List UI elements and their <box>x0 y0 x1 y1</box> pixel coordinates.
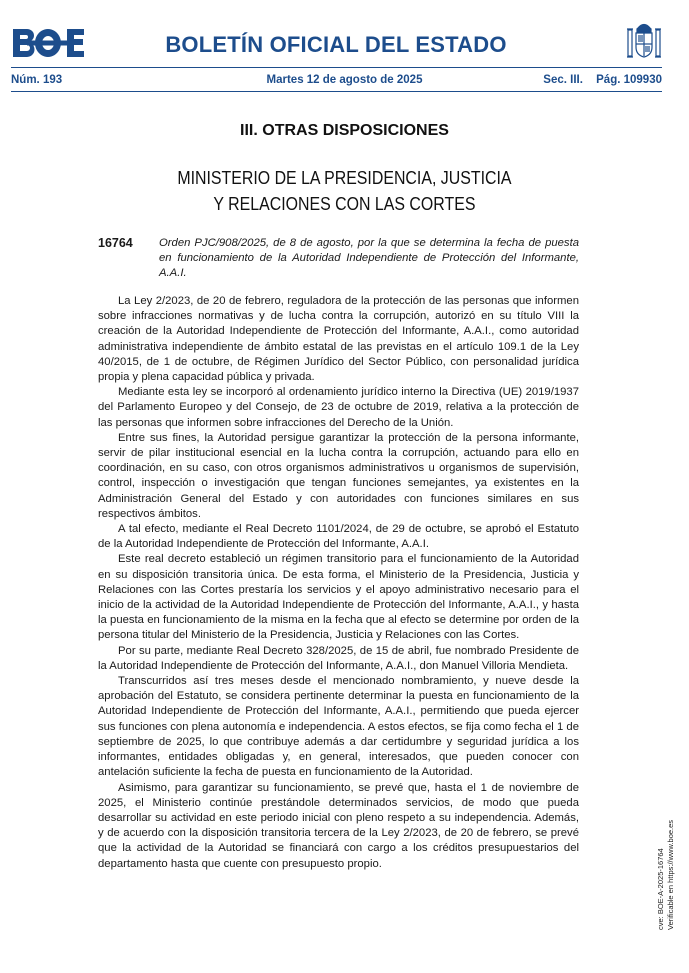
order-number: 16764 <box>98 236 133 250</box>
section-ref: Sec. III. <box>543 74 583 86</box>
verify-link[interactable]: Verificable en https://www.boe.es <box>666 819 675 930</box>
body-paragraph: Este real decreto estableció un régimen transitorio para el funcionamiento de la Autoridad en su disposición transitoria única. De esta forma, el Ministerio de la Presidencia, Justicia y Relaciones con las Cortes prestaría los servicios y el apoyo administrativo necesario para el inicio de la actividad de la Autoridad Independiente de Protección del Informante, A.A.I., y hasta la puesta en funcionamiento de la misma en la fecha que al efecto se determine por orden de la persona titular del Ministerio de la Presidencia, Justicia y Relaciones con las Cortes. <box>98 553 579 642</box>
ministry-line-2: Y RELACIONES CON LAS CORTES <box>213 193 476 214</box>
header-rule-bottom <box>11 91 662 92</box>
issue-number: Núm. 193 <box>11 74 63 86</box>
body-paragraph: Por su parte, mediante Real Decreto 328/2025, de 15 de abril, fue nombrado Presidente de la Autoridad Independiente de Protección del Informante, A.A.I., don Manuel Villoria Mendieta. <box>98 644 579 672</box>
verification-note <box>656 790 676 930</box>
cve-code: cve: BOE-A-2025-16764 <box>656 848 665 930</box>
body-paragraph: Mediante esta ley se incorporó al ordenamiento jurídico interno la Directiva (UE) 2019/1937 del Parlamento Europeo y del Consejo, de 23 de octubre de 2019, relativa a la protección de las personas que informen sobre infracciones del Derecho de la Unión. <box>98 386 579 429</box>
body-paragraph: A tal efecto, mediante el Real Decreto 1101/2024, de 29 de octubre, se aprobó el Estatuto de la Autoridad Independiente de Protección del Informante, A.A.I. <box>98 523 579 551</box>
header-rule-top <box>11 67 662 68</box>
body-paragraph: La Ley 2/2023, de 20 de febrero, reguladora de la protección de las personas que informen sobre infracciones normativas y de lucha contra la corrupción, autorizó en su título VIII la creación de la Autoridad Independiente de Protección del Informante, A.A.I., como autoridad administrativa independiente de ámbito estatal de las previstas en el artículo 109.1 de la Ley 40/2015, de 1 de octubre, de Régimen Jurídico del Sector Público, con personalidad jurídica propia y plena capacidad pública y privada. <box>98 295 579 384</box>
coat-of-arms-icon <box>626 20 662 64</box>
section-title: III. OTRAS DISPOSICIONES <box>240 122 449 139</box>
section-page-ref <box>533 74 662 86</box>
masthead-title: BOLETÍN OFICIAL DEL ESTADO <box>165 32 507 57</box>
body-paragraph: Transcurridos así tres meses desde el mencionado nombramiento, y nueve desde la aprobación del Estatuto, se considera pertinente determinar la puesta en funcionamiento de la Autoridad Independiente de Protección del Informante, A.A.I., permitiendo que pueda ejercer sus funciones con plena autonomía e independencia. A estos efectos, se fija como fecha el 1 de septiembre de 2025, lo que contribuye además a dar certidumbre y seguridad jurídica a los informantes, entidades obligadas y, en general, interesados, que pueden conocer con antelación suficiente la fecha de puesta en funcionamiento de la Autoridad. <box>98 675 579 779</box>
document-body <box>98 294 579 872</box>
ministry-heading <box>48 165 641 217</box>
ministry-line-1: MINISTERIO DE LA PRESIDENCIA, JUSTICIA <box>177 167 512 188</box>
body-paragraph: Entre sus fines, la Autoridad persigue garantizar la protección de la persona informante, servir de pilar institucional esencial en la lucha contra la corrupción, actuando para ello en coordinación, en su caso, con otros organismos administrativos u organismos de supervisión, control, inspección o investigación que tengan funciones semejantes, ya existentes en la Administración General del Estado y con autoridades con funciones similares en sus respectivos ámbitos. <box>98 431 579 520</box>
order-title: Orden PJC/908/2025, de 8 de agosto, por la que se determina la fecha de puesta en funcionamiento de la Autoridad Independiente de Protección del Informante, A.A.I. <box>159 237 579 279</box>
boe-logo <box>11 27 85 59</box>
page-number: Pág. 109930 <box>596 74 662 86</box>
body-paragraph: Asimismo, para garantizar su funcionamiento, se prevé que, hasta el 1 de noviembre de 2025, el Ministerio continúe prestándole determinados servicios, de modo que pueda desarrollar su actividad en este periodo inicial con pleno respeto a su independencia. Además, y de acuerdo con la disposición transitoria tercera de la Ley 2/2023, de 20 de febrero, se prevé que la actividad de la Autoridad se financiará con cargo a los créditos presupuestarios del departamento hasta que cuente con presupuesto propio. <box>98 781 579 870</box>
issue-date: Martes 12 de agosto de 2025 <box>266 74 423 86</box>
